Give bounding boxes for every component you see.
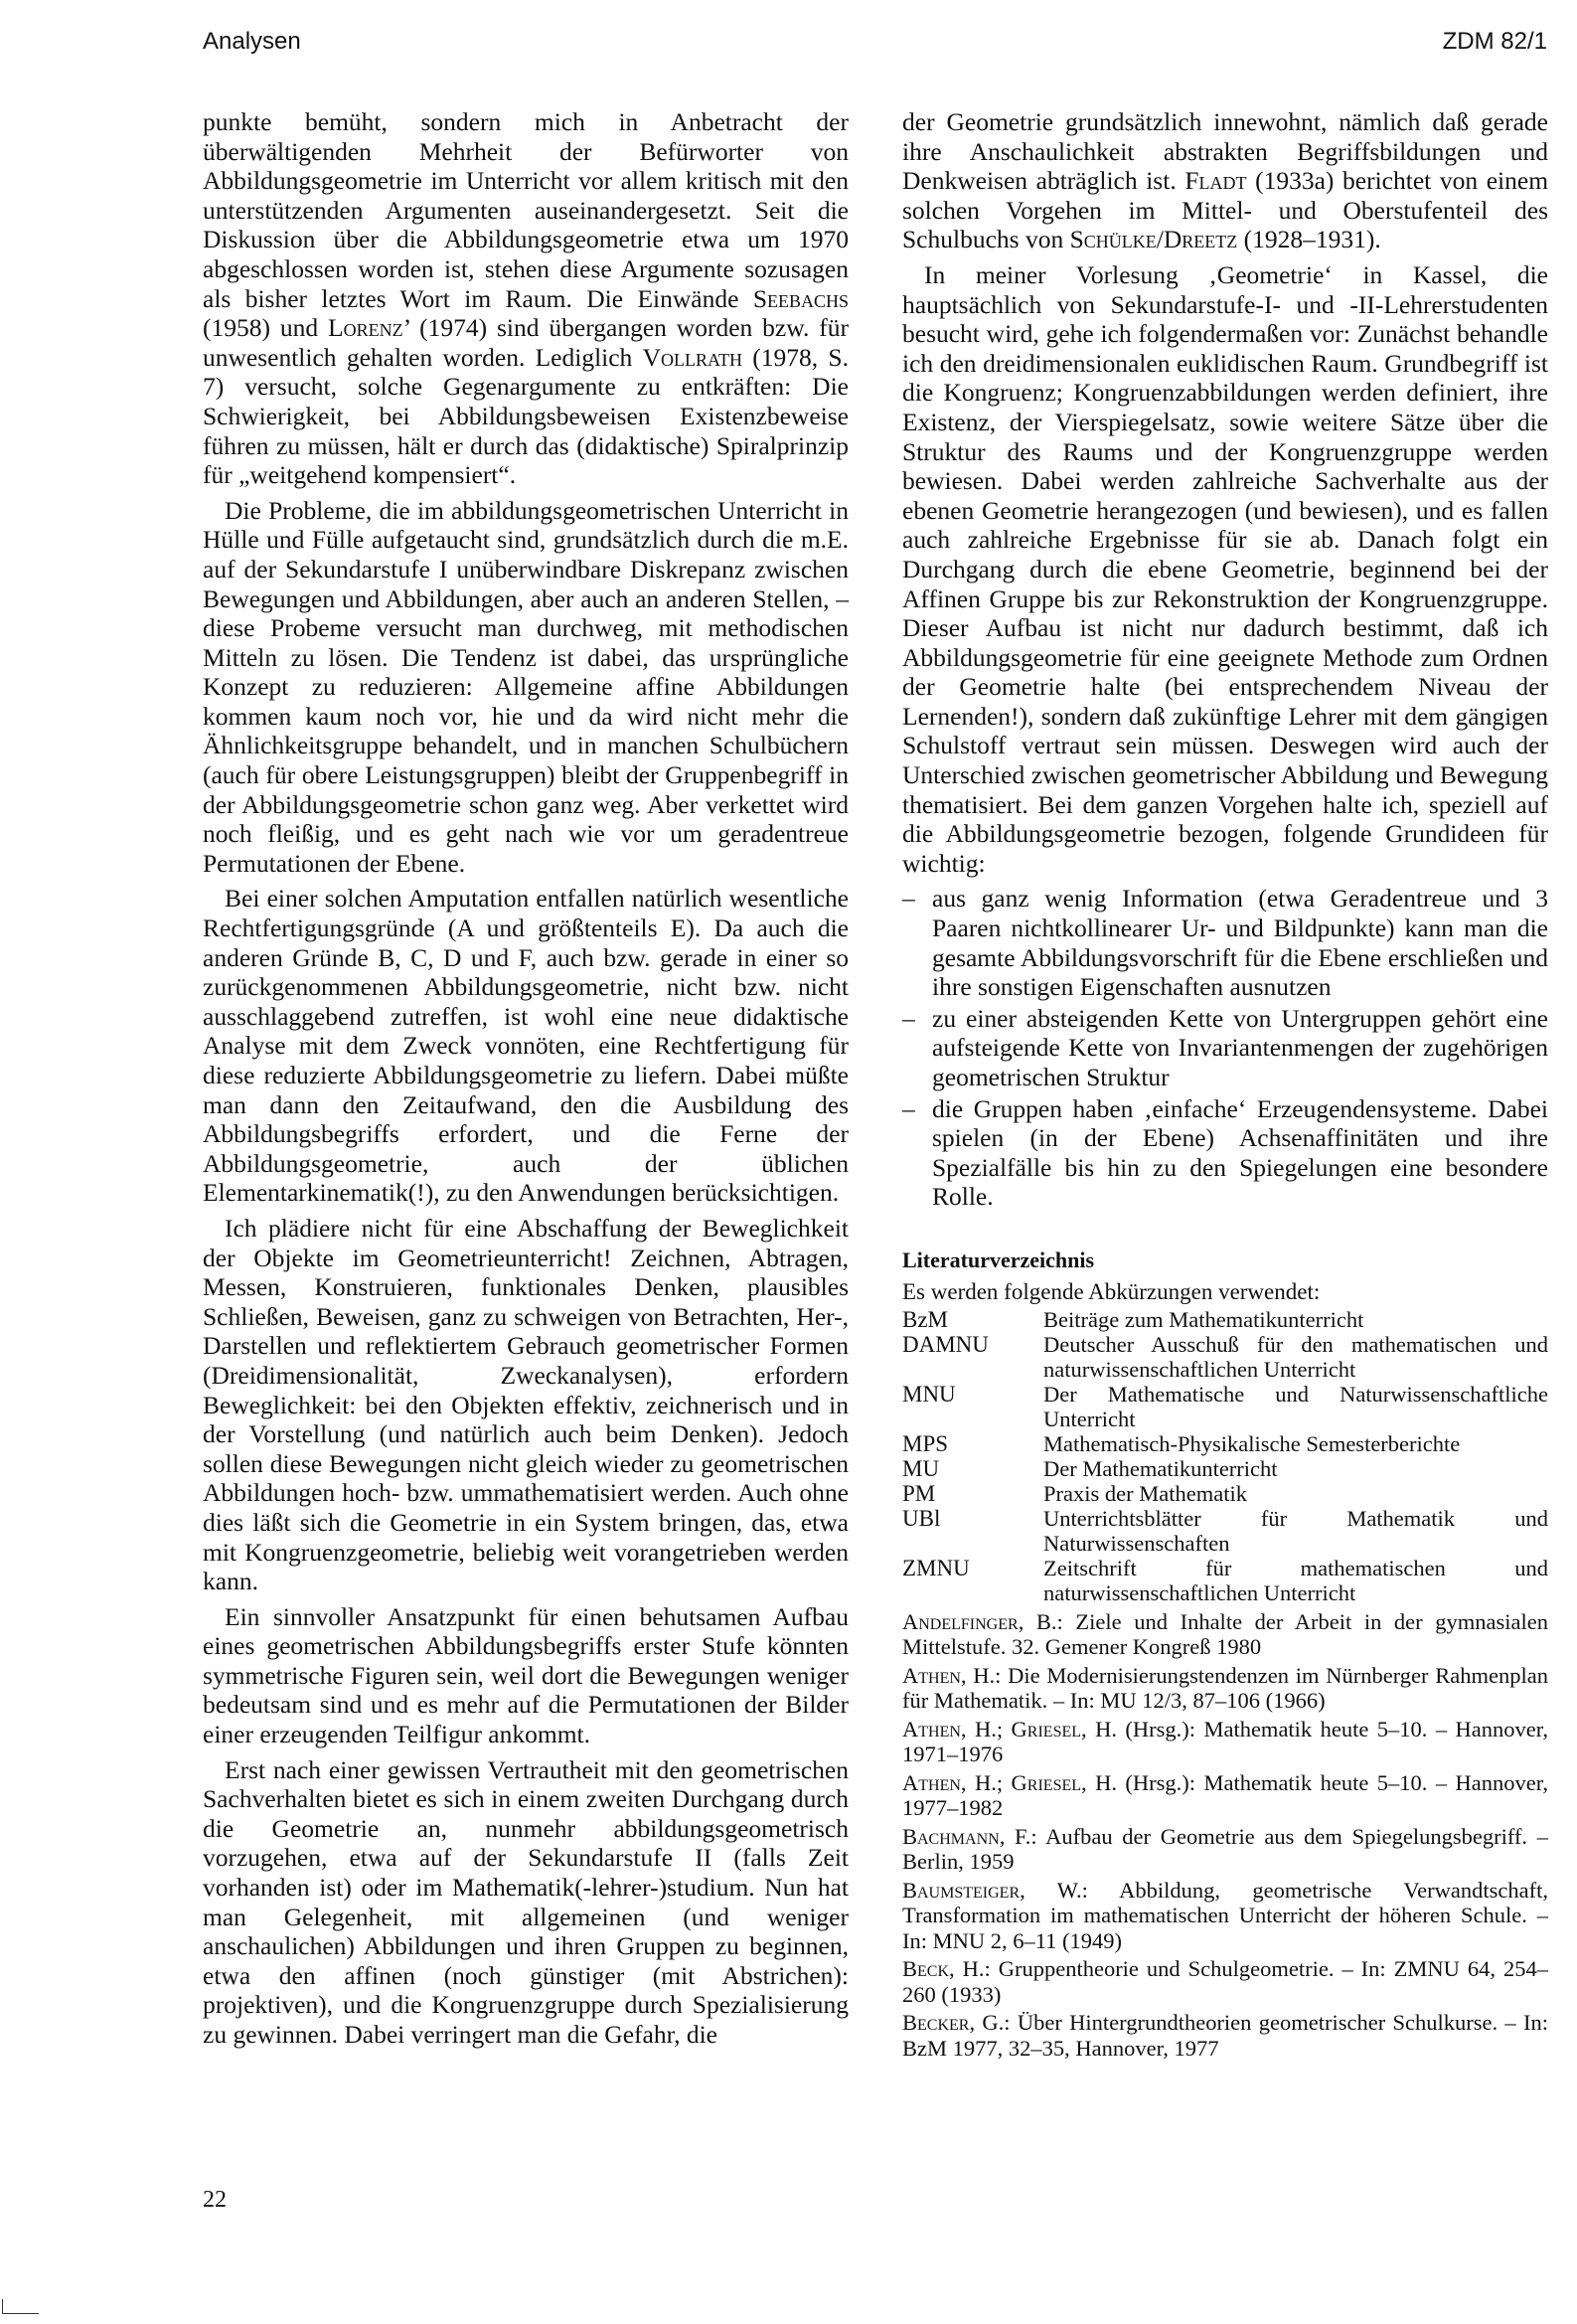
list-item: – die Gruppen haben ‚einfache‘ Erzeugendensysteme. Dabei spielen (in der Ebene) Achsenaffinitäten und ihre Spezialfälle bis hin zu den Spiegelungen eine besondere Rolle.: [932, 1094, 1548, 1212]
author-name: Fladt: [1184, 166, 1247, 196]
abbreviation-intro: Es werden folgende Abkürzungen verwendet:: [902, 1278, 1321, 1304]
list-item: – zu einer absteigenden Kette von Untergruppen gehört eine aufsteigende Kette von Invariantenmengen der zugehörigen geometrischen Struktur: [932, 1004, 1548, 1092]
reference-entry: Beck, H.: Gruppentheorie und Schulgeometrie. – In: ZMNU 64, 254–260 (1933): [902, 1956, 1548, 2007]
running-header-journal: ZDM 82/1: [1442, 28, 1547, 55]
abbreviation-row: MPS Mathematisch-Physikalische Semesterberichte: [902, 1430, 1461, 1456]
author-name: Schülke/Dreetz: [1069, 225, 1238, 254]
reference-entry: Athen, H.; Griesel, H. (Hrsg.): Mathematik heute 5–10. – Hannover, 1971–1976: [902, 1716, 1548, 1767]
paragraph: In meiner Vorlesung ‚Geometrie‘ in Kassel, die hauptsächlich von Sekundarstufe-I- und -II-Lehrerstudenten besucht wird, gehe ich folgendermaßen vor: Zunächst behandle ich den dreidimensionalen euklidischen Raum. Grundbegriff ist die Kongruenz; Kongruenzabbildungen werden definiert, ihre Existenz, der Vierspiegelsatz, sowie weitere Sätze über die Struktur des Raums und der Kongruenzgruppe werden bewiesen. Dabei werden zahlreiche Sachverhalte aus der ebenen Geometrie herangezogen (und bewiesen), und es fallen auch zahlreiche Ergebnisse für sie ab. Danach folgt ein Durchgang durch die ebene Geometrie, beginnend bei der Affinen Gruppe bis zur Rekonstruktion der Kongruenzgruppe. Dieser Aufbau ist nicht nur dadurch bestimmt, daß ich Abbildungsgeometrie für eine geeignete Methode zum Ordnen der Geometrie halte (bei entsprechendem Niveau der Lernenden!), sondern daß zukünftige Lehrer mit dem gängigen Schulstoff vertraut sein müssen. Deswegen wird auch der Unterschied zwischen geometrischer Abbildung und Bewegung thematisiert. Bei dem ganzen Vorgehen halte ich, speziell auf die Abbildungsgeometrie bezogen, folgende Grundideen für wichtig:: [902, 259, 1548, 878]
abbreviation-row: MNU Der Mathematische und Naturwissenschaftliche Unterricht: [902, 1381, 1548, 1431]
reference-entry: Athen, H.; Griesel, H. (Hrsg.): Mathematik heute 5–10. – Hannover, 1977–1982: [902, 1769, 1548, 1821]
paragraph: Erst nach einer gewissen Vertrautheit mit den geometrischen Sachverhalten bietet es sich in einem zweiten Durchgang durch die Geometrie an, nunmehr abbildungsgeometrisch vorzugehen, etwa auf der Sekundarstufe II (falls Zeit vorhanden ist) oder im Mathematik(-lehrer-)studium. Nun hat man Gelegenheit, mit allgemeinen (und weniger anschaulichen) Abbildungen und ihren Gruppen zu beginnen, etwa den affinen (noch günstiger (mit Abstrichen): projektiven), und die Kongruenzgruppe durch Spezialisierung zu gewinnen. Dabei verringert man die Gefahr, die: [203, 1754, 849, 2049]
reference-entry: Athen, H.: Die Modernisierungstendenzen im Nürnberger Rahmenplan für Mathematik. – In: MU 12/3, 87–106 (1966): [902, 1662, 1548, 1714]
paragraph: Ein sinnvoller Ansatzpunkt für einen behutsamen Aufbau eines geometrischen Abbildungsbegriffs erster Stufe könnten symmetrische Figuren sein, weil dort die Bewegungen weniger bedeutsam sind und es mehr auf die Permutationen der Bilder einer erzeugenden Teilfigur ankommt.: [203, 1601, 849, 1749]
paragraph: der Geometrie grundsätzlich innewohnt, nämlich daß gerade ihre Anschaulichkeit abstrakten Begriffsbildungen und Denkweisen abträglich ist. Fladt (1933a) berichtet von einem solchen Vorgehen im Mittel- und Oberstufenteil des Schulbuchs von Schülke/Dreetz (1928–1931).: [902, 107, 1549, 254]
abbreviation-row: BzM Beiträge zum Mathematikunterricht: [902, 1306, 1364, 1332]
reference-entry: Andelfinger, B.: Ziele und Inhalte der Arbeit in der gymnasialen Mittelstufe. 32. Gemener Kongreß 1980: [902, 1608, 1548, 1660]
paragraph: Bei einer solchen Amputation entfallen natürlich wesentliche Rechtfertigungsgründe (A und größtenteils E). Da auch die anderen Gründe B, C, D und F, auch bzw. gerade in einer so zurückgenommenen Abbildungsgeometrie, nicht bzw. nicht ausschlaggebend zutreffen, ist wohl eine neue didaktische Analyse mit dem Zweck vonnöten, eine Rechtfertigung für diese reduzierte Abbildungsgeometrie zu liefern. Dabei müßte man dann den Zeitaufwand, den die Ausbildung des Abbildungsbegriffs erfordert, und die Ferne der Abbildungsgeometrie, auch der üblichen Elementarkinematik(!), zu den Anwendungen berücksichtigen.: [203, 884, 849, 1208]
abbreviation-row: MU Der Mathematikunterricht: [902, 1455, 1278, 1481]
crop-mark: [2, 2299, 39, 2314]
abbreviation-row: ZMNU Zeitschrift für mathematischen und naturwissenschaftlichen Unterricht: [902, 1555, 1548, 1605]
paragraph: Ich plädiere nicht für eine Abschaffung der Beweglichkeit der Objekte im Geometrieunterricht! Zeichnen, Abtragen, Messen, Konstruieren, funktionales Denken, plausibles Schließen, Beweisen, ganz zu schweigen von Betrachten, Her-, Darstellen und reflektiertem Gebrauch geometrischer Formen (Dreidimensionalität, Zweckanalysen), erfordern Beweglichkeit: bei den Objekten effektiv, zeichnerisch und in der Vorstellung (und natürlich auch beim Denken). Jedoch sollen diese Bewegungen nicht gleich wieder zu geometrischen Abbildungen hoch- bzw. ummathematisiert werden. Auch ohne dies läßt sich die Geometrie in ein System bringen, das, etwa mit Kongruenzgeometrie, beliebig weit vorangetrieben werden kann.: [203, 1213, 849, 1596]
author-name: Lorenz: [328, 313, 403, 343]
reference-entry: Becker, G.: Über Hintergrundtheorien geometrischer Schulkurse. – In: BzM 1977, 32–35, Hannover, 1977: [902, 2010, 1548, 2061]
list-item: – aus ganz wenig Information (etwa Geradentreue und 3 Paaren nichtkollinearer Ur- und Bildpunkte) kann man die gesamte Abbildungsvorschrift für die Ebene erschließen und ihre sonstigen Eigenschaften ausnutzen: [932, 884, 1548, 1001]
abbreviation-row: PM Praxis der Mathematik: [902, 1480, 1247, 1506]
author-name: Seebachs: [752, 283, 850, 313]
reference-list: [902, 1609, 1548, 2062]
paragraph: Die Probleme, die im abbildungsgeometrischen Unterricht in Hülle und Fülle aufgetaucht sind, grundsätzlich durch die m.E. auf der Sekundarstufe I unüberwindbare Diskrepanz zwischen Bewegungen und Abbildungen, aber auch an anderen Stellen, – diese Probeme versucht man durchweg, mit methodischen Mitteln zu lösen. Die Tendenz ist dabei, das ursprüngliche Konzept zu reduzieren: Allgemeine affine Abbildungen kommen kaum noch vor, hie und da wird nicht mehr die Ähnlichkeitsgruppe behandelt, und in manchen Schulbüchern (auch für obere Leistungsgruppen) bleibt der Gruppenbegriff in der Abbildungsgeometrie schon ganz weg. Aber verkettet wird noch fleißig, und es geht nach wie vor um geradentreue Permutationen der Ebene.: [203, 495, 849, 878]
author-name: Vollrath: [642, 342, 743, 372]
bibliography-heading: Literaturverzeichnis: [902, 1246, 1095, 1272]
reference-entry: Bachmann, F.: Aufbau der Geometrie aus dem Spiegelungsbegriff. – Berlin, 1959: [902, 1823, 1548, 1875]
paragraph: punkte bemüht, sondern mich in Anbetracht der überwältigenden Mehrheit der Befürworter von Abbildungsgeometrie im Unterricht vor allem kritisch mit den unterstützenden Argumenten auseinandergesetzt. Seit die Diskussion über die Abbildungsgeometrie etwa um 1970 abgeschlossen worden ist, stehen diese Argumente sozusagen als bisher letztes Wort im Raum. Die Einwände Seebachs (1958) und Lorenz’ (1974) sind übergangen worden bzw. für unwesentlich gehalten worden. Lediglich Vollrath (1978, S. 7) versucht, solche Gegenargumente zu entkräften: Die Schwierigkeit, bei Abbildungsbeweisen Existenzbeweise führen zu müssen, hält er durch das (didaktische) Spiralprinzip für „weitgehend kompensiert“.: [203, 107, 850, 490]
left-column: [203, 107, 849, 2056]
abbreviation-row: DAMNU Deutscher Ausschuß für den mathematischen und naturwissenschaftlichen Unterricht: [902, 1331, 1548, 1382]
page-number: 22: [203, 2187, 227, 2213]
reference-entry: Baumsteiger, W.: Abbildung, geometrische Verwandtschaft, Transformation im mathematischen Unterricht der höheren Schule. – In: MNU 2, 6–11 (1949): [902, 1877, 1548, 1953]
right-column: [902, 107, 1548, 2064]
abbreviation-row: UBl Unterrichtsblätter für Mathematik und Naturwissenschaften: [902, 1505, 1548, 1556]
abbreviation-table: [902, 1307, 1548, 1605]
running-header-section: Analysen: [203, 28, 301, 55]
idea-list: [902, 884, 1548, 1212]
